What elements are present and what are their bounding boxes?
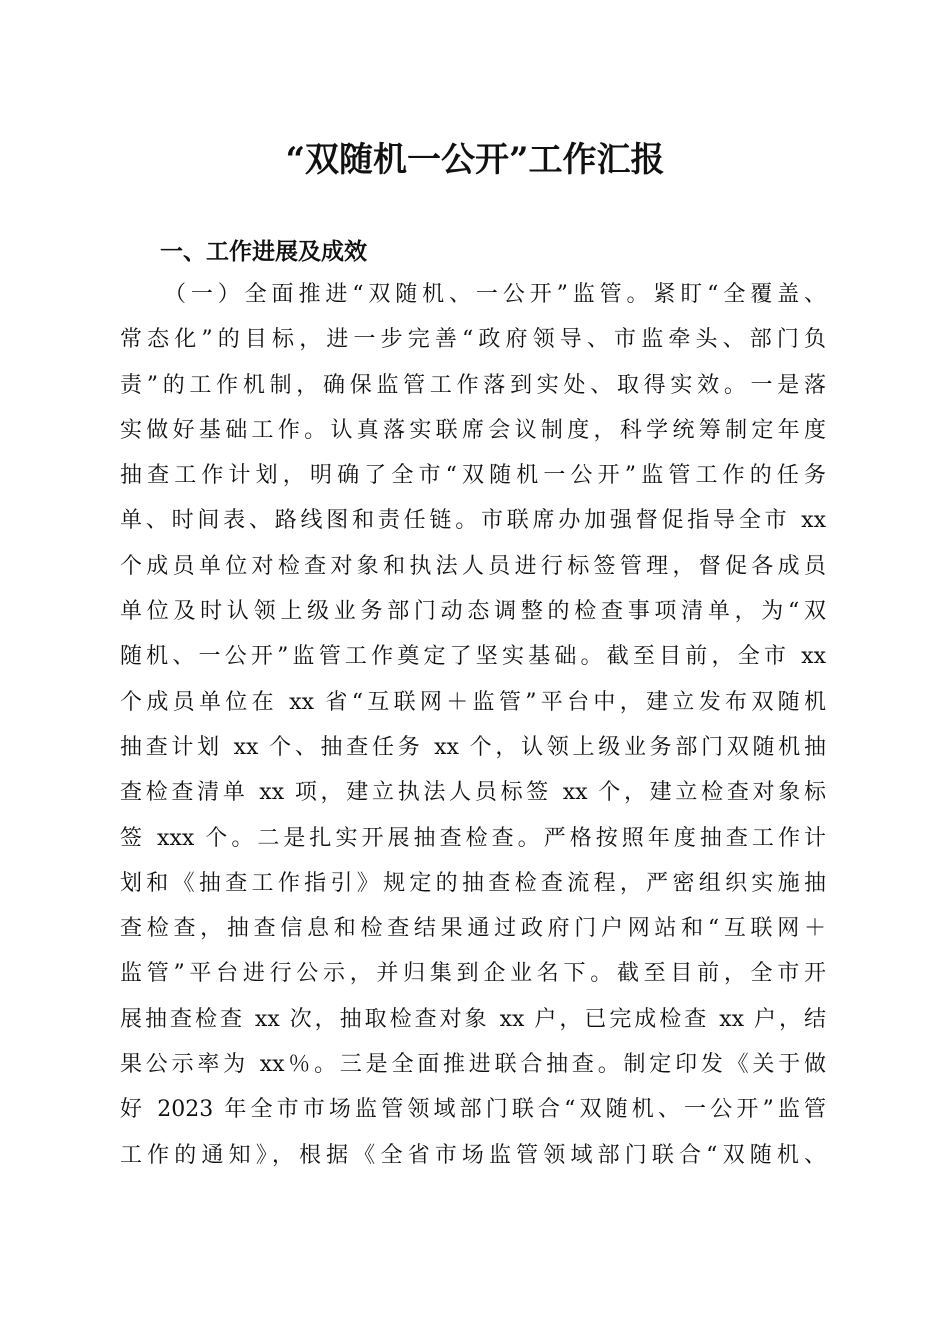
paragraph-line: 签 xxx 个。二是扎实开展抽查检查。严格按照年度抽查工作计 [120, 825, 826, 851]
paragraph-line: 工作的通知》，根据《全省市场监管领域部门联合“双随机、 [120, 1142, 826, 1168]
paragraph-line: 抽查计划 xx 个、抽查任务 xx 个，认领上级业务部门双随机抽 [120, 734, 826, 760]
paragraph-line: （一）全面推进“双随机、一公开”监管。紧盯“全覆盖、 [164, 282, 826, 307]
paragraph-line: 抽查工作计划，明确了全市“双随机一公开”监管工作的任务 [120, 463, 826, 489]
paragraph-line: 单、时间表、路线图和责任链。市联席办加强督促指导全市 xx [120, 508, 826, 534]
paragraph-line: 监管”平台进行公示，并归集到企业名下。截至目前，全市开 [120, 961, 826, 987]
paragraph-line: 好 2023 年全市市场监管领域部门联合“双随机、一公开”监管 [120, 1097, 826, 1123]
paragraph-line: 常态化”的目标，进一步完善“政府领导、市监牵头、部门负 [120, 327, 826, 353]
paragraph-line: 个成员单位对检查对象和执法人员进行标签管理，督促各成员 [120, 553, 826, 579]
paragraph-line: 展抽查检查 xx 次，抽取检查对象 xx 户，已完成检查 xx 户，结 [120, 1006, 826, 1032]
paragraph-line: 随机、一公开”监管工作奠定了坚实基础。截至目前，全市 xx [120, 644, 826, 670]
paragraph-line: 果公示率为 xx％。三是全面推进联合抽查。制定印发《关于做 [120, 1052, 826, 1078]
body-paragraph [120, 272, 826, 1178]
paragraph-line: 划和《抽查工作指引》规定的抽查检查流程，严密组织实施抽 [120, 870, 826, 896]
document-title: “双随机一公开”工作汇报 [285, 140, 665, 180]
paragraph-line: 责”的工作机制，确保监管工作落到实处、取得实效。一是落 [120, 372, 826, 398]
paragraph-line: 单位及时认领上级业务部门动态调整的检查事项清单，为“双 [120, 599, 826, 625]
paragraph-line: 查检查清单 xx 项，建立执法人员标签 xx 个，建立检查对象标 [120, 780, 826, 806]
section-heading: 一、工作进展及成效 [160, 239, 367, 265]
paragraph-line: 实做好基础工作。认真落实联席会议制度，科学统筹制定年度 [120, 417, 826, 443]
paragraph-line: 查检查，抽查信息和检查结果通过政府门户网站和“互联网＋ [120, 916, 826, 942]
paragraph-line: 个成员单位在 xx 省“互联网＋监管”平台中，建立发布双随机 [120, 689, 826, 715]
